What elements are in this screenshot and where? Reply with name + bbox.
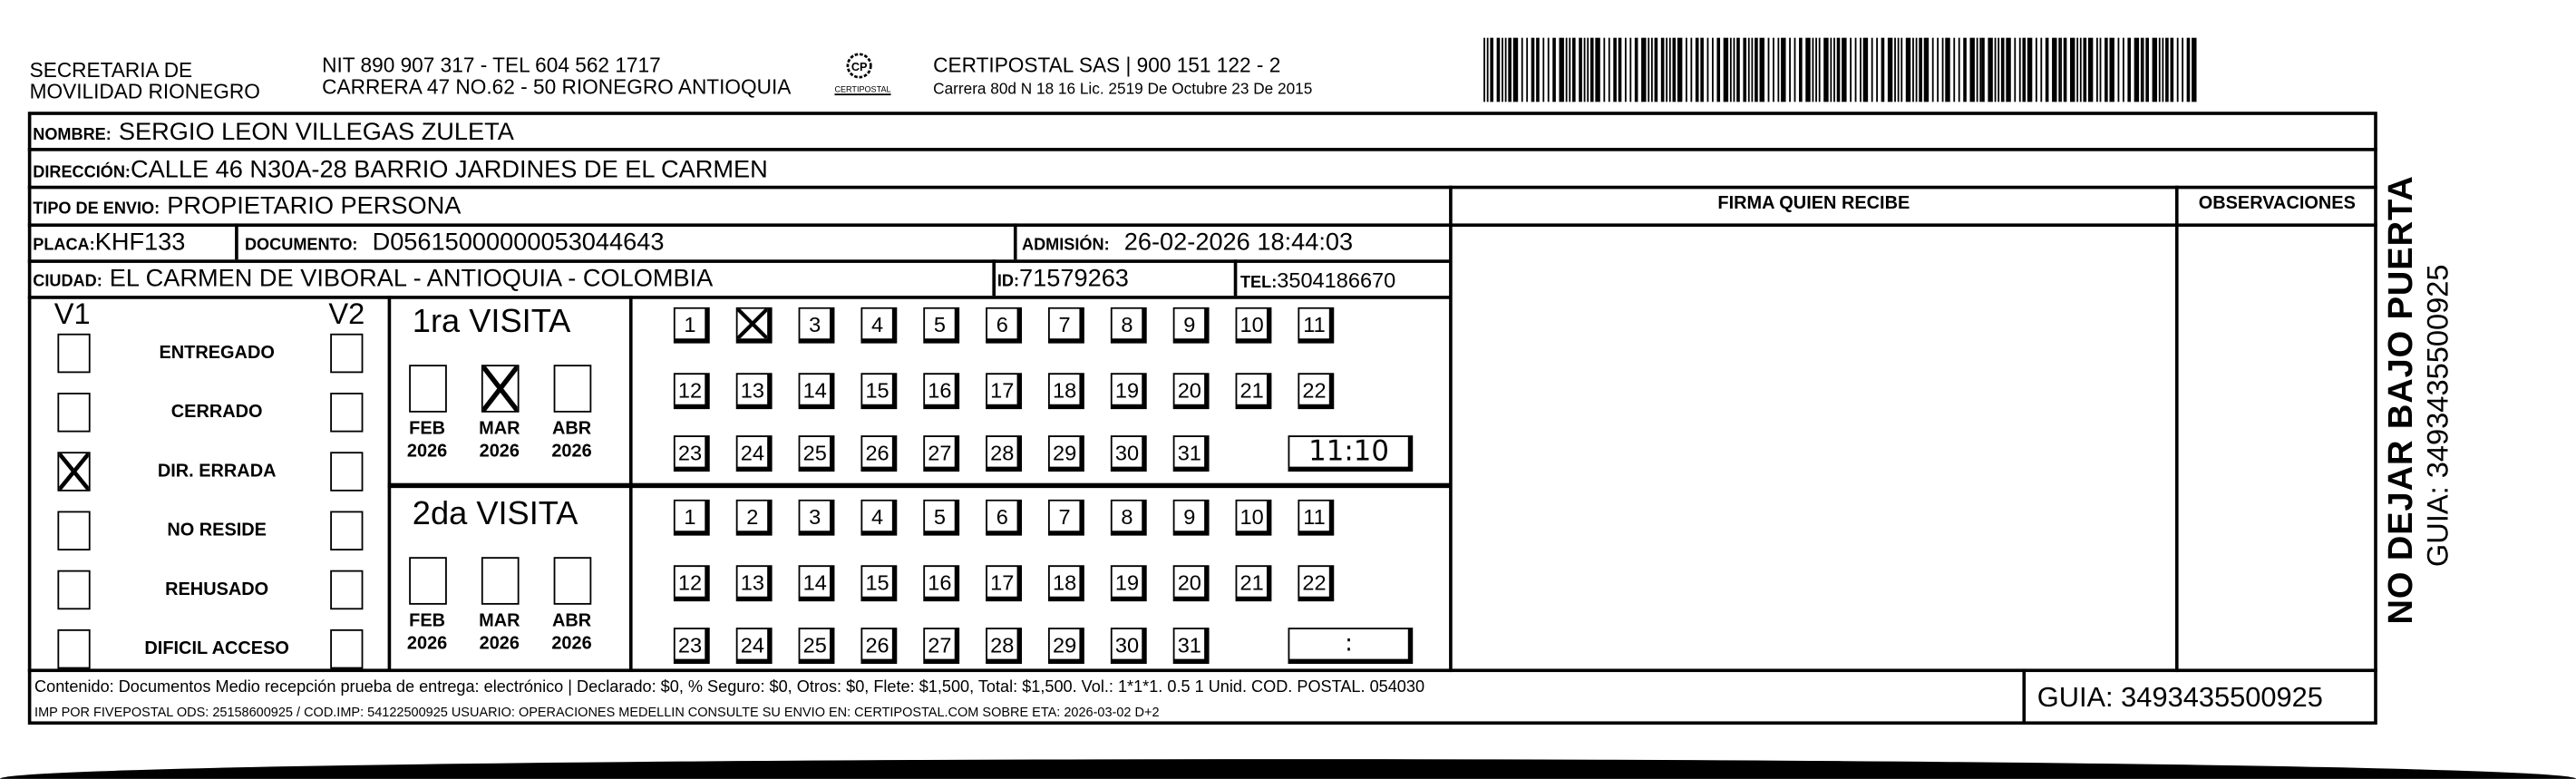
status-label: DIFICIL ACCESO bbox=[144, 638, 289, 659]
visit-time-field[interactable]: : bbox=[1288, 628, 1414, 664]
day-box[interactable]: 4 bbox=[860, 307, 897, 344]
month-label: MAR 2026 bbox=[479, 419, 520, 463]
day-box[interactable]: 10 bbox=[1236, 500, 1272, 536]
ciudad-field: CIUDAD: EL CARMEN DE VIBORAL - ANTIOQUIA - COLOMBIA bbox=[33, 264, 714, 293]
signature-area[interactable] bbox=[1453, 225, 2175, 668]
day-box[interactable]: 30 bbox=[1111, 628, 1147, 664]
month-checkbox[interactable] bbox=[409, 365, 447, 413]
day-box[interactable]: 22 bbox=[1298, 373, 1334, 409]
status-label: ENTREGADO bbox=[159, 343, 275, 364]
day-box[interactable]: 25 bbox=[799, 435, 835, 472]
day-box[interactable]: 18 bbox=[1048, 373, 1084, 409]
day-box[interactable]: 10 bbox=[1236, 307, 1272, 344]
day-box[interactable]: 14 bbox=[799, 373, 835, 409]
day-box[interactable]: 17 bbox=[986, 373, 1022, 409]
v1-checkbox[interactable] bbox=[57, 511, 90, 550]
visit-time-field[interactable]: 11:10 bbox=[1288, 435, 1414, 472]
sender-contact: NIT 890 907 317 - TEL 604 562 1717 CARRERA 47 NO.62 - 50 RIONEGRO ANTIOQUIA bbox=[322, 54, 792, 99]
tel-field: TEL:3504186670 bbox=[1239, 268, 1396, 293]
day-box[interactable]: 20 bbox=[1173, 565, 1210, 601]
side-guia-number: GUIA: 3493435500925 bbox=[2421, 264, 2454, 568]
sender-name: SECRETARIA DE MOVILIDAD RIONEGRO bbox=[29, 59, 260, 104]
v2-header: V2 bbox=[328, 297, 365, 331]
day-box[interactable]: 26 bbox=[860, 435, 897, 472]
month-checkbox[interactable] bbox=[554, 557, 592, 605]
v1-checkbox[interactable] bbox=[57, 452, 90, 491]
svg-text:CP: CP bbox=[851, 60, 868, 73]
day-box[interactable]: 1 bbox=[674, 500, 710, 536]
day-box[interactable]: 13 bbox=[736, 565, 773, 601]
day-box[interactable]: 5 bbox=[923, 307, 959, 344]
month-label: FEB 2026 bbox=[406, 611, 448, 655]
day-box[interactable]: 9 bbox=[1173, 500, 1210, 536]
day-box[interactable]: 21 bbox=[1236, 373, 1272, 409]
day-box[interactable]: 19 bbox=[1111, 565, 1147, 601]
day-box[interactable]: 16 bbox=[923, 565, 959, 601]
nombre-field: NOMBRE: SERGIO LEON VILLEGAS ZULETA bbox=[33, 118, 514, 147]
firma-label: FIRMA QUIEN RECIBE bbox=[1717, 193, 1910, 214]
day-box[interactable]: 4 bbox=[860, 500, 897, 536]
day-box[interactable]: 7 bbox=[1048, 307, 1084, 344]
company-license: Carrera 80d N 18 16 Lic. 2519 De Octubre 23 De 2015 bbox=[933, 80, 1313, 99]
footer-guia-number: GUIA: 3493435500925 bbox=[2036, 681, 2323, 714]
day-box[interactable]: 27 bbox=[923, 628, 959, 664]
day-box[interactable]: 14 bbox=[799, 565, 835, 601]
day-box[interactable]: 31 bbox=[1173, 435, 1210, 472]
v2-checkbox[interactable] bbox=[330, 334, 363, 373]
month-checkbox[interactable] bbox=[481, 557, 520, 605]
scan-edge bbox=[0, 759, 2576, 779]
v2-checkbox[interactable] bbox=[330, 511, 363, 550]
month-checkbox[interactable] bbox=[409, 557, 447, 605]
day-box[interactable]: 28 bbox=[986, 435, 1022, 472]
day-box[interactable]: 29 bbox=[1048, 628, 1084, 664]
company-name: CERTIPOSTAL SAS | 900 151 122 - 2 bbox=[933, 54, 1281, 78]
day-box[interactable]: 23 bbox=[674, 628, 710, 664]
day-box[interactable]: 8 bbox=[1111, 307, 1147, 344]
id-field: ID:71579263 bbox=[996, 264, 1129, 293]
day-box[interactable]: 28 bbox=[986, 628, 1022, 664]
direccion-field: DIRECCIÓN:CALLE 46 N30A-28 BARRIO JARDINES DE EL CARMEN bbox=[33, 156, 768, 184]
v1-checkbox[interactable] bbox=[57, 334, 90, 373]
observaciones-label: OBSERVACIONES bbox=[2198, 193, 2356, 214]
v1-checkbox[interactable] bbox=[57, 629, 90, 668]
month-label: ABR 2026 bbox=[551, 419, 592, 463]
status-label: CERRADO bbox=[170, 402, 263, 423]
day-box[interactable]: 12 bbox=[674, 565, 710, 601]
barcode bbox=[1483, 38, 2200, 102]
certipostal-logo: CP CERTIPOSTAL bbox=[834, 51, 883, 100]
footer-print-info: IMP POR FIVEPOSTAL ODS: 25158600925 / COD.IMP: 54122500925 USUARIO: OPERACIONES MEDELLIN CONSULTE SU ENVIO EN: CERTIPOSTAL.COM SOBRE ETA: 2026-03-02 D+2 bbox=[34, 705, 1160, 720]
day-box[interactable]: 11 bbox=[1298, 307, 1334, 344]
documento-field: DOCUMENTO: D05615000000053044643 bbox=[244, 228, 665, 257]
day-box[interactable]: 9 bbox=[1173, 307, 1210, 344]
day-box[interactable]: 19 bbox=[1111, 373, 1147, 409]
day-box[interactable]: 7 bbox=[1048, 500, 1084, 536]
day-box[interactable]: 8 bbox=[1111, 500, 1147, 536]
day-box[interactable]: 15 bbox=[860, 373, 897, 409]
placa-field: PLACA:KHF133 bbox=[33, 228, 186, 257]
month-checkbox[interactable] bbox=[481, 365, 520, 413]
day-box[interactable]: 24 bbox=[736, 435, 773, 472]
day-box[interactable]: 31 bbox=[1173, 628, 1210, 664]
status-label: DIR. ERRADA bbox=[157, 462, 277, 482]
day-box[interactable]: 5 bbox=[923, 500, 959, 536]
v1-header: V1 bbox=[53, 297, 91, 331]
month-label: MAR 2026 bbox=[479, 611, 520, 655]
month-label: FEB 2026 bbox=[406, 419, 448, 463]
day-box[interactable]: 18 bbox=[1048, 565, 1084, 601]
day-box[interactable]: 11 bbox=[1298, 500, 1334, 536]
day-box[interactable]: 6 bbox=[986, 307, 1022, 344]
status-label: NO RESIDE bbox=[167, 521, 267, 541]
v2-checkbox[interactable] bbox=[330, 570, 363, 609]
day-box[interactable]: 30 bbox=[1111, 435, 1147, 472]
day-box[interactable]: 25 bbox=[799, 628, 835, 664]
day-box[interactable]: 20 bbox=[1173, 373, 1210, 409]
footer-contents: Contenido: Documentos Medio recepción prueba de entrega: electrónico | Declarado: $0, % Seguro: $0, Otros: $0, Flete: $1,500, Total: $1,500. Vol.: 1*1*1. 0.5 1 Unid. COD. POSTAL. 054030 bbox=[34, 678, 1425, 697]
v1-checkbox[interactable] bbox=[57, 570, 90, 609]
admision-field: ADMISIÓN: 26-02-2026 18:44:03 bbox=[1022, 228, 1354, 257]
day-box[interactable]: 17 bbox=[986, 565, 1022, 601]
day-box[interactable] bbox=[736, 307, 773, 344]
status-label: REHUSADO bbox=[165, 579, 269, 600]
observations-area[interactable] bbox=[2179, 225, 2375, 668]
day-box[interactable]: 29 bbox=[1048, 435, 1084, 472]
day-box[interactable]: 15 bbox=[860, 565, 897, 601]
day-box[interactable]: 22 bbox=[1298, 565, 1334, 601]
month-checkbox[interactable] bbox=[554, 365, 592, 413]
day-box[interactable]: 23 bbox=[674, 435, 710, 472]
tipo-envio-field: TIPO DE ENVIO: PROPIETARIO PERSONA bbox=[33, 191, 462, 220]
day-box[interactable]: 2 bbox=[736, 500, 773, 536]
v2-checkbox[interactable] bbox=[330, 393, 363, 432]
day-box[interactable]: 12 bbox=[674, 373, 710, 409]
day-box[interactable]: 26 bbox=[860, 628, 897, 664]
visit-title: 1ra VISITA bbox=[412, 304, 571, 341]
day-box[interactable]: 24 bbox=[736, 628, 773, 664]
visit-title: 2da VISITA bbox=[412, 496, 578, 533]
no-dejar-bajo-puerta-notice: NO DEJAR BAJO PUERTA bbox=[2382, 175, 2420, 625]
day-box[interactable]: 6 bbox=[986, 500, 1022, 536]
v2-checkbox[interactable] bbox=[330, 629, 363, 668]
day-box[interactable]: 27 bbox=[923, 435, 959, 472]
day-box[interactable]: 16 bbox=[923, 373, 959, 409]
day-box[interactable]: 3 bbox=[799, 307, 835, 344]
v1-checkbox[interactable] bbox=[57, 393, 90, 432]
day-box[interactable]: 13 bbox=[736, 373, 773, 409]
day-box[interactable]: 1 bbox=[674, 307, 710, 344]
day-box[interactable]: 21 bbox=[1236, 565, 1272, 601]
month-label: ABR 2026 bbox=[551, 611, 592, 655]
day-box[interactable]: 3 bbox=[799, 500, 835, 536]
v2-checkbox[interactable] bbox=[330, 452, 363, 491]
